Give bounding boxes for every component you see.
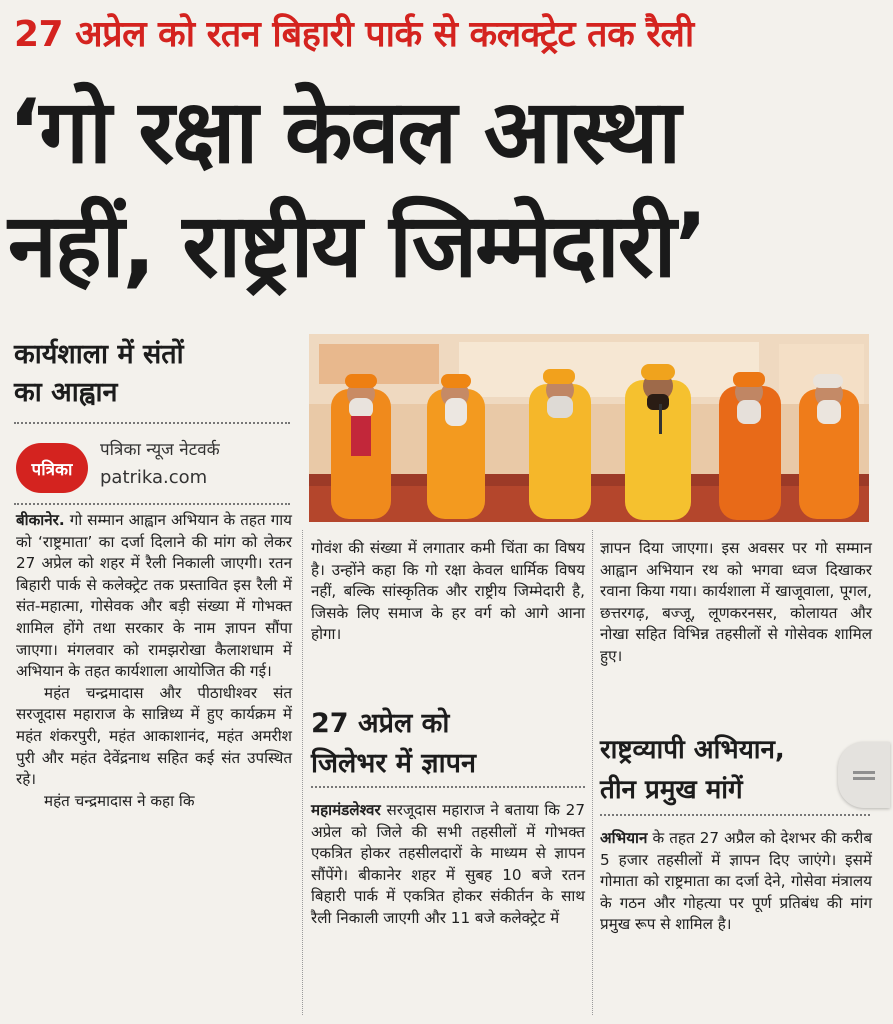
saints-seated-on-stage-photo [309, 334, 869, 522]
paragraph-lead: महामंडलेश्वर [311, 801, 381, 819]
article-column-3-continued [600, 828, 872, 936]
divider [311, 786, 585, 788]
menu-handle-icon[interactable] [838, 742, 890, 808]
article-paragraph: महंत चन्द्रमादास ने कहा कि [44, 791, 195, 810]
section-heading [600, 730, 872, 810]
kicker-headline: 27 अप्रेल को रतन बिहारी पार्क से कलक्ट्रेट तक रैली [14, 14, 694, 55]
column-divider [592, 530, 593, 1015]
article-column-1 [16, 510, 292, 812]
section-heading-line-1: 27 अप्रेल को [311, 708, 450, 739]
article-paragraph: गोवंश की संख्या में लगातार कमी चिंता का विषय है। उन्होंने कहा कि गो रक्षा केवल धार्मिक विषय नहीं, बल्कि सांस्कृतिक और राष्ट्रीय जिम्मेदारी है, जिसके लिए समाज के हर वर्ग को आगे आना होगा। [311, 539, 585, 644]
section-heading-line-1: राष्ट्रव्यापी अभियान, [600, 735, 785, 765]
byline-website: patrika.com [100, 467, 208, 488]
article-column-2 [311, 538, 585, 646]
section-heading-line-2: जिलेभर में ज्ञापन [311, 748, 476, 779]
dateline: बीकानेर. [16, 511, 65, 529]
article-paragraph: के तहत 27 अप्रैल को देशभर की करीब 5 हजार तहसीलों में ज्ञापन दिए जाएंगे। इसमें गोमाता को राष्ट्रमाता का दर्जा देने, गोसेवा मंत्रालय के गठन और गोहत्या पर पूर्ण प्रतिबंध की मांग प्रमुख रूप से शामिल है। [600, 829, 872, 934]
article-column-2-continued [311, 800, 585, 930]
article-paragraph: ज्ञापन दिया जाएगा। इस अवसर पर गो सम्मान आह्वान अभियान रथ को भगवा ध्वज दिखाकर रवाना किया गया। कार्यशाला में खाजूवाला, पूगल, छत्तरगढ़, बज्जू, लूणकरनसर, कोलायत और नोखा सहित विभिन्न तहसीलों से गोसेवक शामिल हुए। [600, 539, 872, 665]
main-headline-line-2: नहीं, राष्ट्रीय जिम्मेदारी’ [8, 194, 706, 297]
sub-headline [14, 336, 294, 412]
divider [14, 422, 290, 424]
article-column-3 [600, 538, 872, 668]
section-heading-line-2: तीन प्रमुख मांगें [600, 775, 743, 805]
article-paragraph: सरजूदास महाराज ने बताया कि 27 अप्रेल को जिले की सभी तहसीलों में गोभक्त एकत्रित होकर तहसीलदारों के माध्यम से ज्ञापन सौंपेंगे। बीकानेर शहर में सुबह 10 बजे रतन बिहारी पार्क में एकत्रित होकर संकीर्तन के साथ रैली निकाली जाएगी और 11 बजे कलेक्ट्रेट में [311, 801, 585, 927]
sub-headline-line-1: कार्यशाला में संतों [14, 339, 184, 370]
paragraph-lead: अभियान [600, 829, 648, 847]
divider [14, 503, 290, 505]
column-divider [302, 530, 303, 1015]
article-paragraph: गो सम्मान आह्वान अभियान के तहत गाय को ‘राष्ट्रमाता’ का दर्जा दिलाने की मांग को लेकर 27 अप्रेल को शहर में रैली निकाली जाएगी। रतन बिहारी पार्क से कलेक्ट्रेट तक प्रस्तावित इस रैली में संत-महात्मा, गोसेवक और बड़ी संख्या में गोभक्त शामिल होंगे तथा सरकार के नाम ज्ञापन सौंपा जाएगा। मंगलवार को रामझरोखा कैलाशधाम में अभियान के तहत कार्यशाला आयोजित की गई। [16, 511, 292, 681]
divider [600, 814, 870, 816]
byline-network: पत्रिका न्यूज नेटवर्क [100, 440, 220, 460]
section-heading [311, 704, 587, 784]
saints-photo [309, 334, 869, 522]
patrika-logo: पत्रिका [16, 443, 88, 493]
main-headline-line-1: ‘गो रक्षा केवल आस्था [8, 80, 680, 183]
sub-headline-line-2: का आह्वान [14, 377, 118, 408]
article-paragraph: महंत चन्द्रमादास और पीठाधीश्वर संत सरजूदास महाराज के सान्निध्य में हुए कार्यक्रम में महंत शंकरपुरी, महंत आकाशानंद, महंत अमरीश पुरी और महंत देवेंद्रनाथ सहित कई संत उपस्थित रहे। [16, 683, 292, 789]
